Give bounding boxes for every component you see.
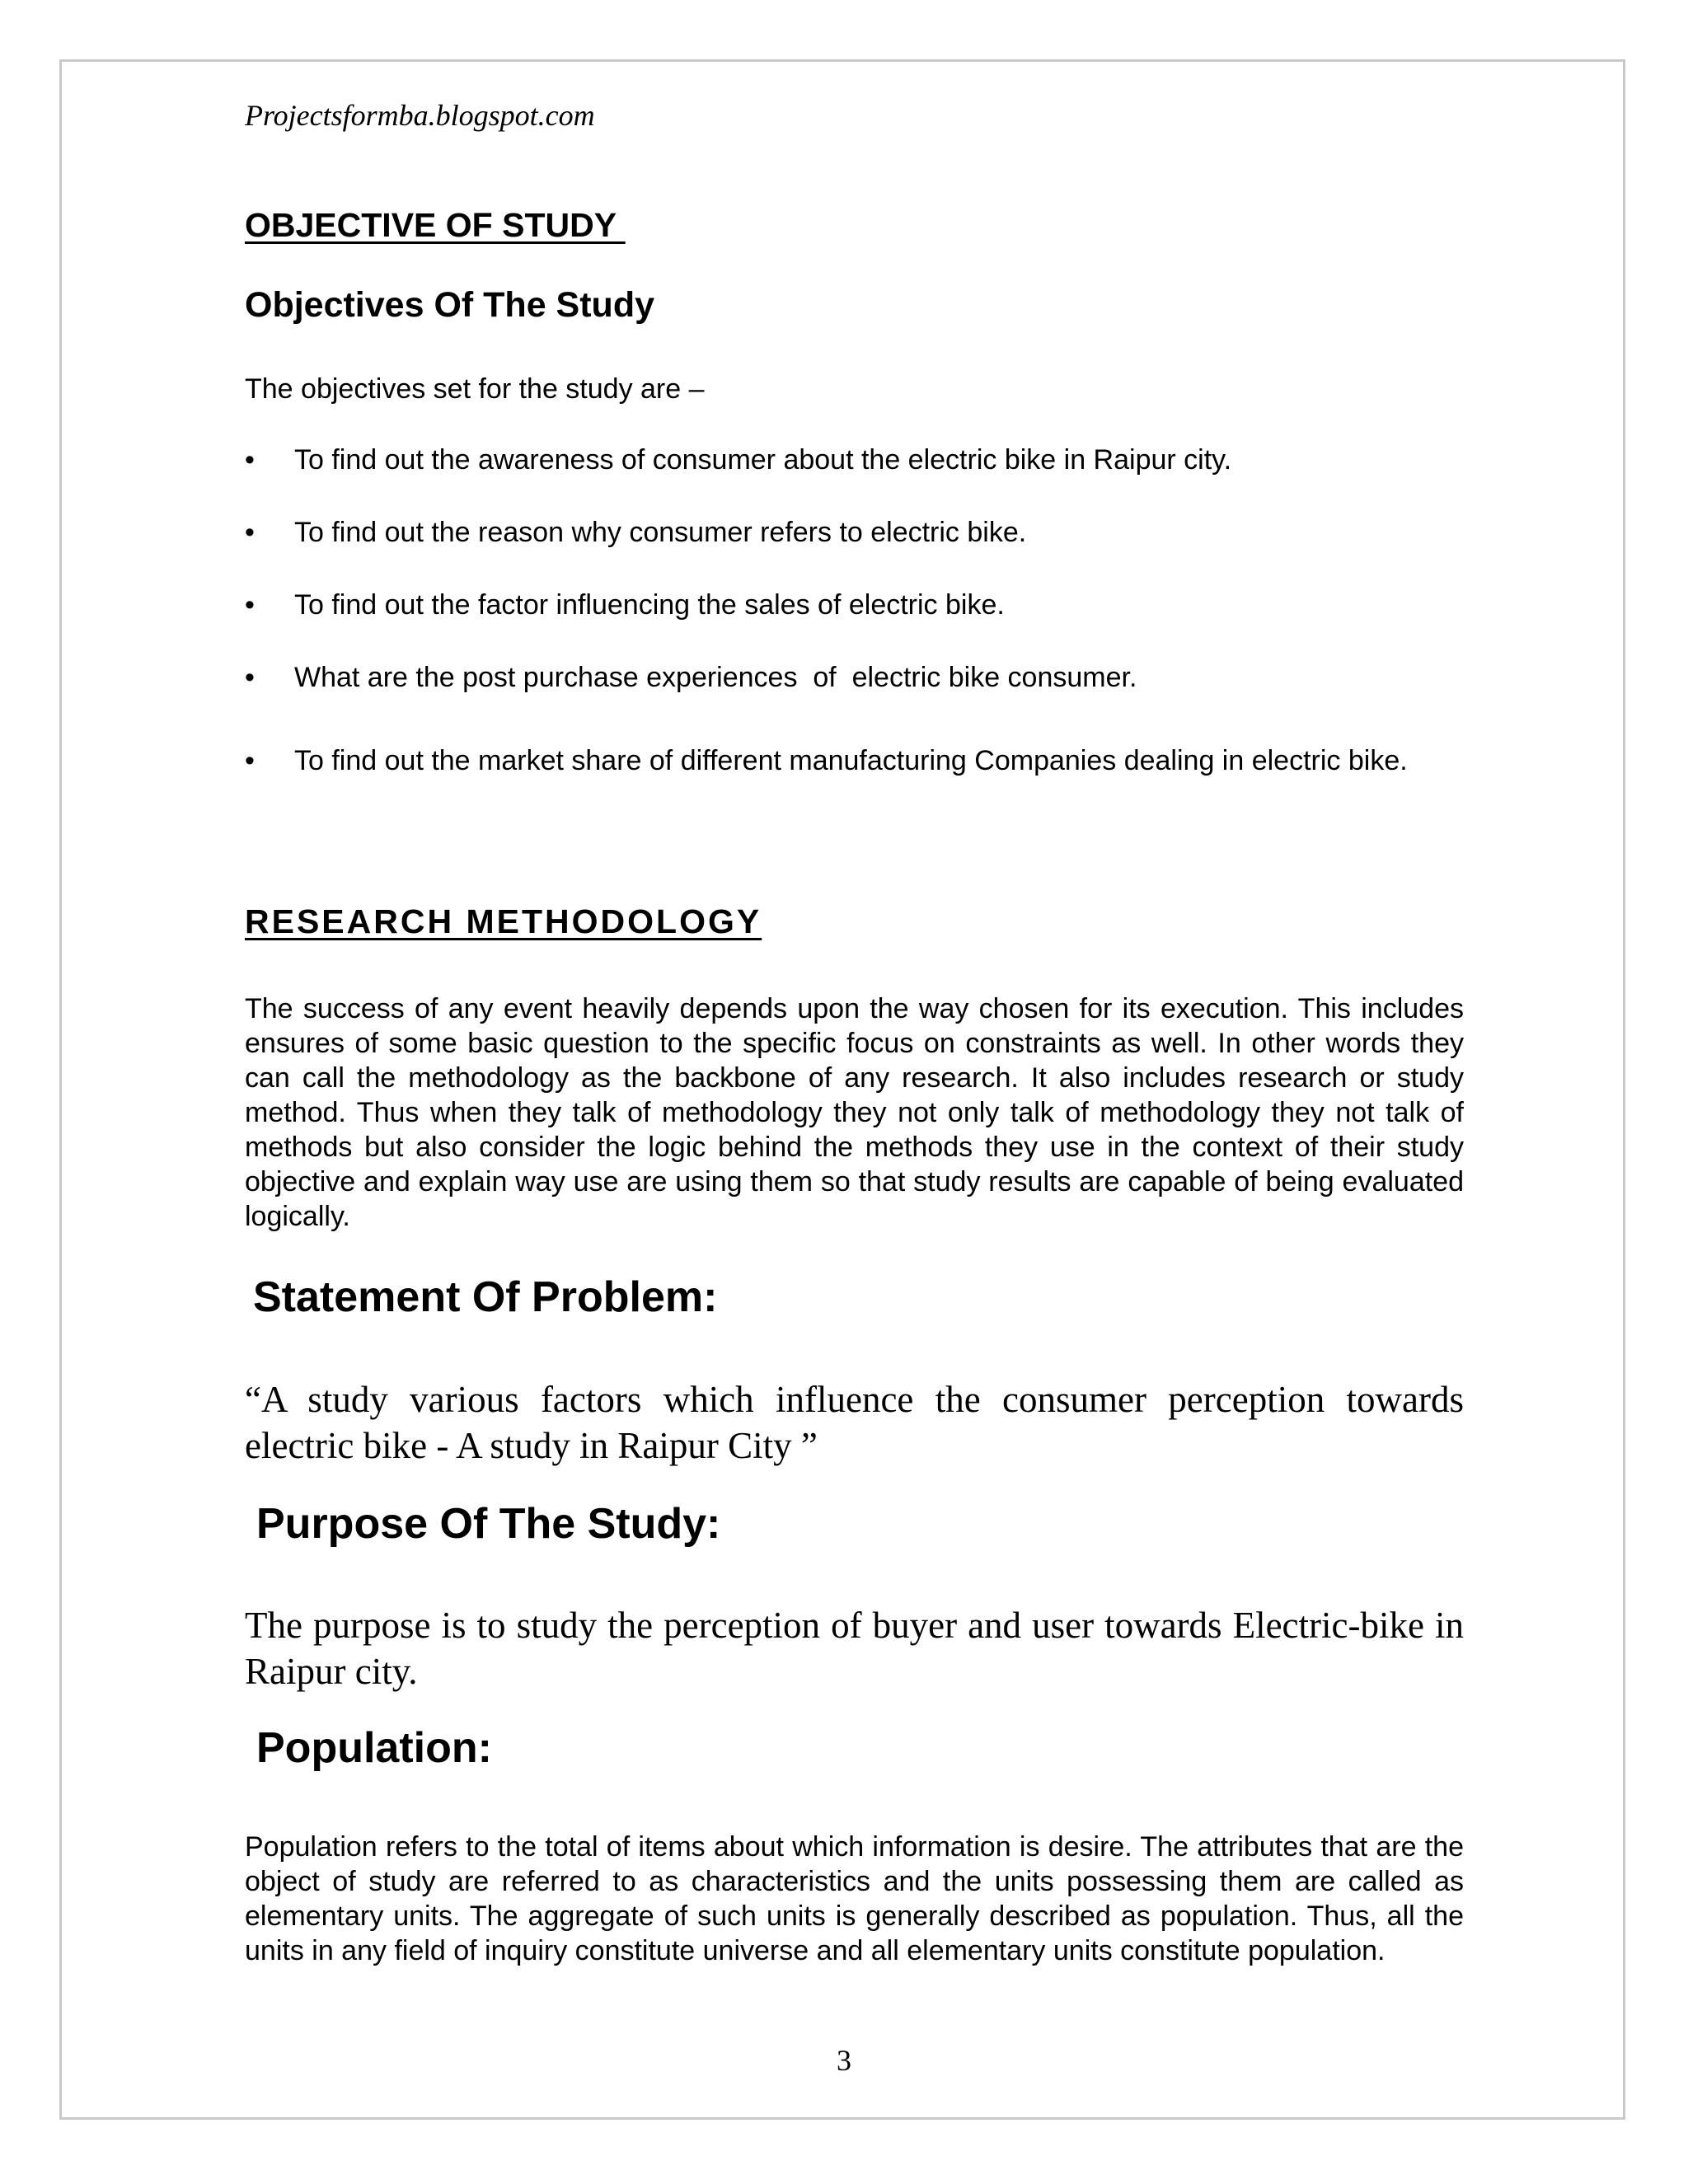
population-text: Population refers to the total of items about which information is desire. The attributes that are the object of study are referred to as characteristics and the units possessing them are called as elementary units. The aggregate of such units is generally described as population. Thus, all the units in any field of inquiry constitute universe and all elementary units constitute population. xyxy=(245,1831,1464,1966)
page-number: 3 xyxy=(837,2044,851,2077)
purpose-text: The purpose is to study the perception of buyer and user towards Electric-bike in Raipur city. xyxy=(245,1605,1464,1692)
research-methodology-text: The success of any event heavily depends upon the way chosen for its execution. This includes ensures of some basic question to the specific focus on constraints as well. In other words they can call the methodology as the backbone of any research. It also includes research or study method. Thus when they talk of methodology they not only talk of methodology they not talk of methods but also consider the logic behind the methods they use in the context of their study objective and explain way use are using them so that study results are capable of being evaluated logically. xyxy=(245,993,1464,1232)
list-item-text: To find out the factor influencing the sales of electric bike. xyxy=(294,589,1005,621)
statement-of-problem-text: “A study various factors which influence the consumer perception towards electric bike - A study in Raipur City ” xyxy=(245,1379,1464,1466)
statement-of-problem-heading: Statement Of Problem: xyxy=(253,1273,718,1321)
population-heading: Population: xyxy=(256,1724,492,1772)
list-item-text: What are the post purchase experiences of electric bike consumer. xyxy=(294,662,1137,693)
objectives-intro: The objectives set for the study are – xyxy=(245,373,705,405)
list-item-text: To find out the market share of different manufacturing Companies dealing in electric bike. xyxy=(294,745,1408,776)
list-item xyxy=(245,443,1464,477)
bullet-icon: • xyxy=(245,517,255,548)
list-item-text: To find out the awareness of consumer about the electric bike in Raipur city. xyxy=(294,444,1232,476)
purpose-heading: Purpose Of The Study: xyxy=(256,1500,721,1548)
list-item-text: To find out the reason why consumer refers to electric bike. xyxy=(294,517,1027,548)
list-item xyxy=(245,743,1464,778)
list-item xyxy=(245,660,1464,695)
bullet-icon: • xyxy=(245,745,255,776)
list-item xyxy=(245,515,1464,550)
bullet-icon: • xyxy=(245,589,255,621)
list-item xyxy=(245,588,1464,622)
bullet-icon: • xyxy=(245,662,255,693)
site-header: Projectsformba.blogspot.com xyxy=(245,99,595,132)
objectives-subheading: Objectives Of The Study xyxy=(245,285,654,325)
bullet-icon: • xyxy=(245,444,255,476)
research-methodology-heading: RESEARCH METHODOLOGY xyxy=(245,902,762,940)
objective-heading: OBJECTIVE OF STUDY xyxy=(245,206,626,244)
